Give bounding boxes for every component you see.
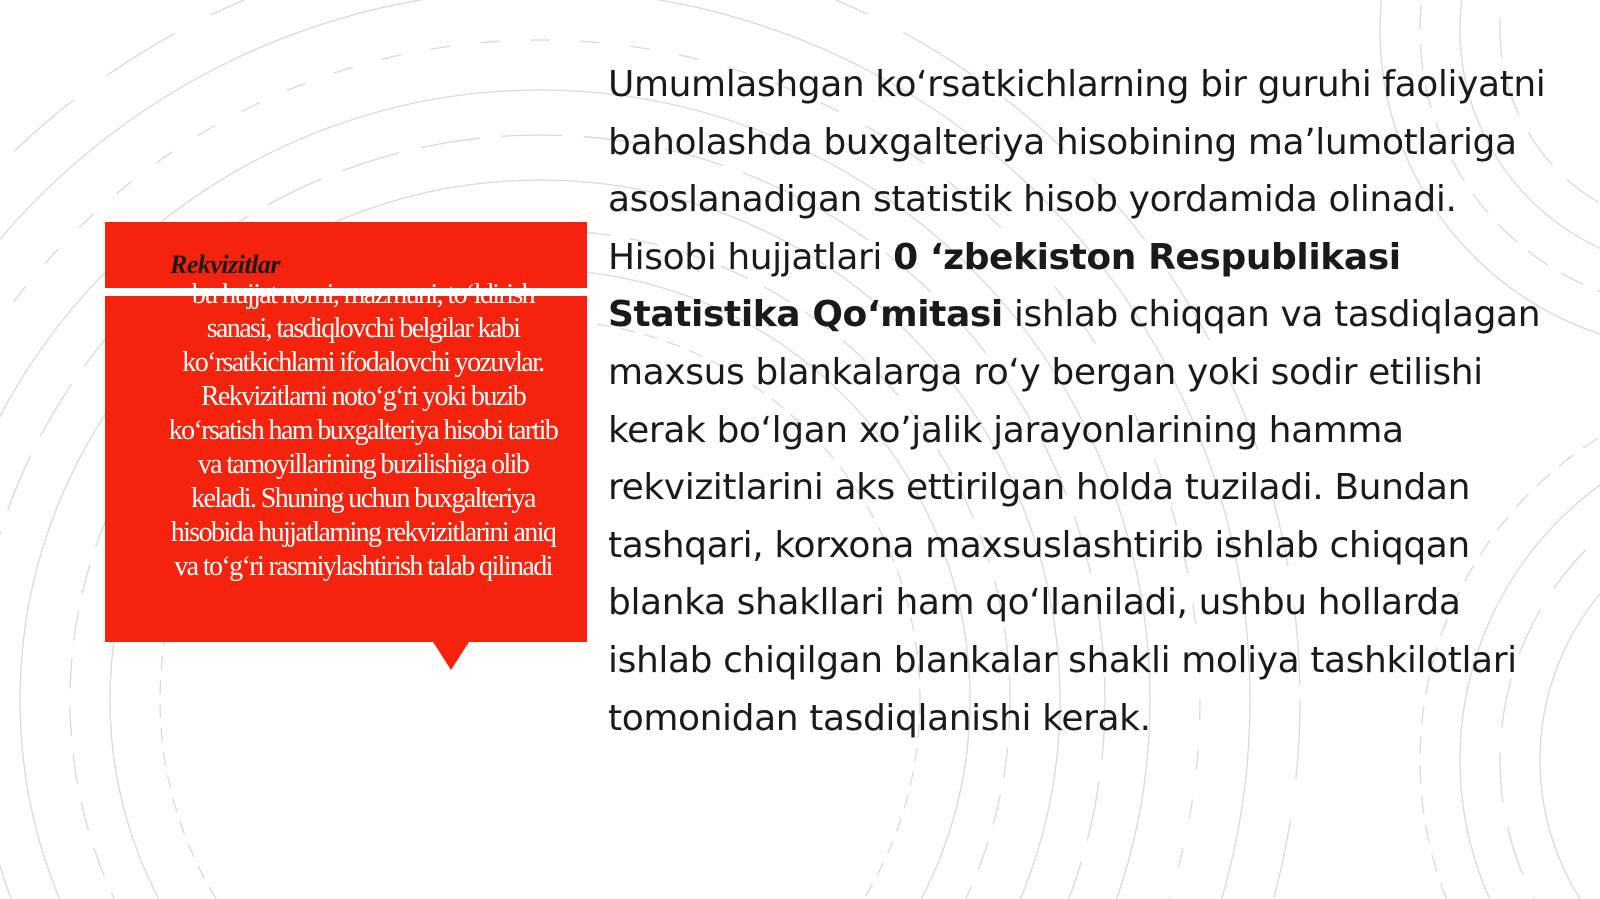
callout-text: bu hujjat nomi, mazmuni, to‘ldirish sanasi, tasdiqlovchi belgilar kabi ko‘rsatkichlarni ifodalovchi yozuvlar. Rekvizitlarni noto‘g‘ri yoki buzib ko‘rsatish ham buxgalteriya hisobi tartib va tamoyillarining buzilishiga olib keladi. Shuning uchun buxgalteriya hisobida hujjatlarning rekvizitlarini aniq va to‘g‘ri rasmiylashtirish talab qilinadi [168, 279, 558, 582]
callout-pointer [433, 642, 469, 670]
rekvizitlar-callout [105, 222, 587, 642]
callout-title: Rekvizitlar [170, 250, 281, 279]
main-paragraph-part1: Umumlashgan ko‘rsatkichlarning bir guruhi faoliyatni baholashda buxgalteriya hisobining ma’lumotlariga asoslanadigan statistik hisob yordamida olinadi. Hisobi hujjatlari [608, 64, 1546, 278]
callout-body [105, 279, 587, 642]
main-paragraph [608, 56, 1568, 747]
main-paragraph-part2: ishlab chiqqan va tasdiqlagan maxsus blankalarga ro‘y bergan yoki sodir etilishi kerak bo‘lgan xo’jalik jarayonlarining hamma rekvizitlarini aks ettirilgan holda tuziladi. Bundan tashqari, korxona maxsuslashtirib ishlab chiqqan blanka shakllari ham qo‘llaniladi, ushbu hollarda ishlab chiqilgan blankalar shakli moliya tashkilotlari tomonidan tasdiqlanishi kerak. [608, 294, 1541, 739]
main-paragraph-bold: 0 ‘zbekiston Respublikasi Statistika Qo‘mitasi [608, 236, 1401, 336]
